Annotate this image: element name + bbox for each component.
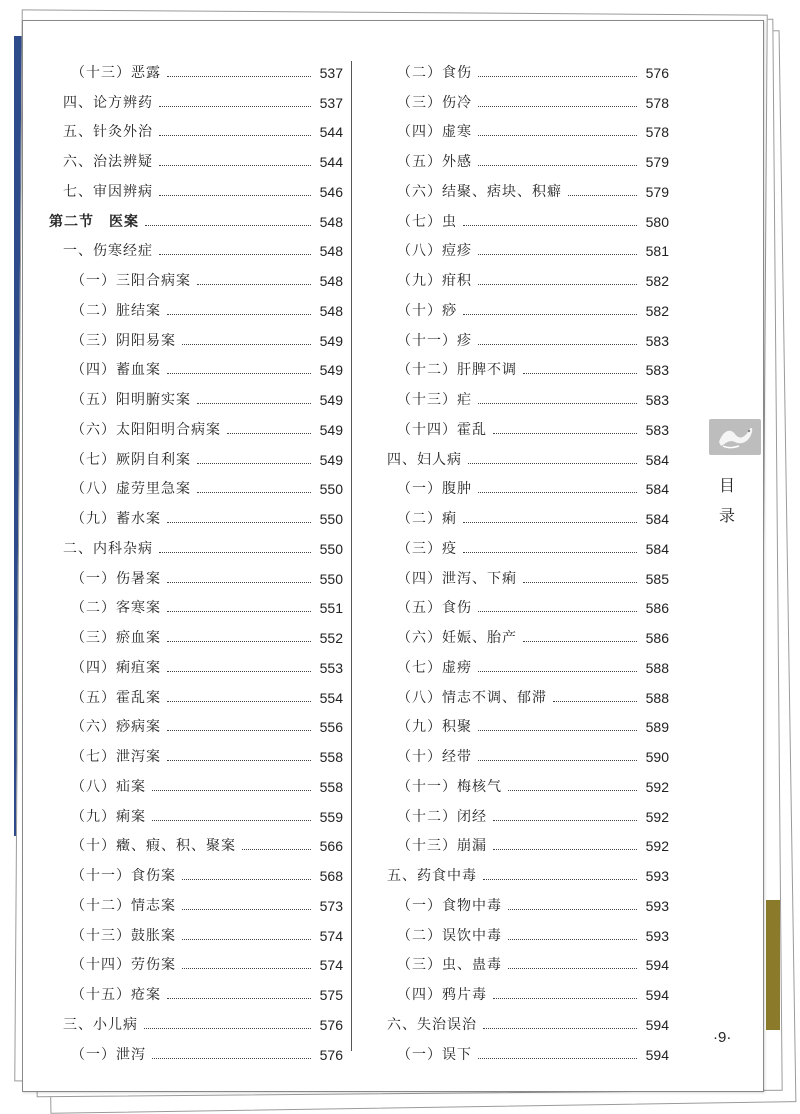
dot-leader — [167, 522, 311, 523]
dot-leader — [478, 254, 637, 255]
toc-entry-page: 574 — [319, 927, 343, 944]
toc-entry[interactable] — [387, 558, 669, 588]
toc-entry-title: （八）痘疹 — [397, 243, 472, 260]
dot-leader — [523, 373, 637, 374]
dot-leader — [159, 106, 311, 107]
dot-leader — [159, 552, 311, 553]
dot-leader — [478, 135, 637, 136]
dot-leader — [478, 760, 637, 761]
dot-leader — [463, 314, 637, 315]
toc-entry-page: 559 — [319, 808, 343, 825]
toc-entry-title: （三）伤冷 — [397, 94, 472, 111]
toc-entry[interactable] — [49, 945, 343, 975]
toc-entry[interactable] — [49, 558, 343, 588]
dot-leader — [483, 1028, 637, 1029]
toc-entry-page: 550 — [319, 540, 343, 557]
toc-entry-page: 544 — [319, 154, 343, 170]
toc-entry-page: 549 — [319, 332, 343, 349]
toc-entry-page: 588 — [645, 689, 669, 706]
toc-entry-page: 584 — [645, 511, 669, 527]
toc-entry-title: （七）泄泻案 — [71, 749, 161, 765]
dot-leader — [167, 760, 311, 761]
toc-entry-page: 553 — [319, 659, 343, 676]
toc-entry[interactable] — [49, 1004, 343, 1034]
toc-entry-title: （七）虫 — [397, 213, 457, 230]
page-number: ·9· — [713, 1029, 732, 1046]
toc-entry-page: 592 — [645, 808, 669, 825]
column-divider — [351, 61, 352, 1051]
book-edge-olive — [766, 900, 780, 1030]
toc-entry-title: 五、药食中毒 — [387, 868, 477, 884]
toc-entry-title: （十）癥、瘕、积、聚案 — [71, 838, 236, 855]
toc-entry[interactable] — [49, 647, 343, 677]
toc-entry-title: （一）三阳合病案 — [71, 273, 191, 289]
toc-page — [22, 20, 764, 1092]
toc-entry[interactable] — [49, 915, 343, 945]
toc-entry[interactable] — [387, 826, 669, 856]
toc-entry[interactable] — [49, 826, 343, 856]
toc-entry-page: 549 — [319, 421, 343, 438]
toc-entry-page: 589 — [645, 719, 669, 736]
toc-entry-page: 568 — [319, 868, 343, 884]
toc-entry-title: 五、针灸外治 — [63, 124, 153, 141]
dot-leader — [159, 165, 311, 166]
toc-entry-title: 七、审因辨病 — [63, 183, 153, 200]
toc-entry[interactable] — [387, 409, 669, 439]
dot-leader — [523, 641, 637, 642]
toc-entry-page: 537 — [319, 94, 343, 111]
toc-entry[interactable] — [49, 112, 343, 142]
toc-entry-title: （五）外感 — [397, 154, 472, 170]
dot-leader — [167, 582, 311, 583]
dot-leader — [478, 403, 637, 404]
toc-entry[interactable] — [49, 974, 343, 1004]
toc-entry-title: （一）食物中毒 — [397, 897, 502, 914]
toc-entry-title: （八）疝案 — [71, 778, 146, 795]
toc-entry[interactable] — [49, 498, 343, 528]
toc-entry-title: 二、内科杂病 — [63, 540, 153, 557]
toc-entry-title: （五）霍乱案 — [71, 689, 161, 706]
toc-entry-title: 一、伤寒经症 — [63, 243, 153, 260]
toc-entry-title: （十三）崩漏 — [397, 838, 487, 855]
dot-leader — [167, 76, 311, 77]
toc-entry-title: （一）泄泻 — [71, 1046, 146, 1063]
dot-leader — [478, 611, 637, 612]
toc-entry-page: 549 — [319, 362, 343, 379]
toc-entry-page: 586 — [645, 600, 669, 617]
dot-leader — [493, 998, 637, 999]
toc-entry-title: （四）蓄血案 — [71, 362, 161, 379]
dot-leader — [478, 165, 637, 166]
toc-entry-title: （九）疳积 — [397, 273, 472, 289]
dot-leader — [167, 730, 311, 731]
toc-entry-page: 566 — [319, 838, 343, 855]
dot-leader — [152, 790, 311, 791]
dot-leader — [227, 433, 311, 434]
dot-leader — [483, 879, 637, 880]
toc-entry-page: 585 — [645, 570, 669, 587]
toc-entry-title: 六、治法辨疑 — [63, 154, 153, 170]
toc-entry-title: （三）虫、蛊毒 — [397, 957, 502, 974]
toc-entry[interactable] — [49, 528, 343, 558]
toc-entry-page: 544 — [319, 124, 343, 141]
dot-leader — [508, 968, 637, 969]
toc-entry-page: 578 — [645, 124, 669, 141]
toc-entry-page: 593 — [645, 897, 669, 914]
side-title-char: 录 — [718, 506, 735, 525]
dot-leader — [463, 522, 637, 523]
toc-entry-title: （十四）霍乱 — [397, 421, 487, 438]
dot-leader — [167, 314, 311, 315]
toc-entry[interactable] — [387, 885, 669, 915]
toc-entry[interactable] — [387, 112, 669, 142]
toc-entry-title: （十一）梅核气 — [397, 778, 502, 795]
toc-entry-title: （六）结聚、痞块、积癖 — [397, 183, 562, 200]
toc-entry-page: 573 — [319, 897, 343, 914]
dot-leader — [493, 820, 637, 821]
toc-entry[interactable] — [49, 588, 343, 618]
toc-entry-page: 594 — [645, 1046, 669, 1063]
toc-entry-title: （十五）疮案 — [71, 987, 161, 1003]
toc-entry-title: （十二）肝脾不调 — [397, 362, 517, 379]
dot-leader — [167, 641, 311, 642]
toc-entry[interactable] — [49, 617, 343, 647]
toc-entry-page: 593 — [645, 927, 669, 944]
toc-entry-page: 593 — [645, 868, 669, 884]
toc-entry-title: （十）经带 — [397, 749, 472, 765]
toc-entry-page: 584 — [645, 481, 669, 498]
dot-leader — [508, 790, 637, 791]
toc-entry[interactable] — [387, 915, 669, 945]
dot-leader — [197, 492, 311, 493]
dot-leader — [182, 344, 311, 345]
toc-entry[interactable] — [387, 945, 669, 975]
toc-entry-page: 549 — [319, 392, 343, 408]
dot-leader — [478, 671, 637, 672]
dot-leader — [463, 552, 637, 553]
toc-entry[interactable] — [49, 141, 343, 171]
toc-entry[interactable] — [387, 1034, 669, 1064]
toc-entry-page: 576 — [319, 1016, 343, 1033]
toc-entry-page: 592 — [645, 778, 669, 795]
toc-entry[interactable] — [387, 855, 669, 885]
dot-leader — [152, 1058, 311, 1059]
toc-entry-page: 552 — [319, 630, 343, 646]
toc-entry-title: （一）腹肿 — [397, 481, 472, 498]
section-side-title — [717, 471, 737, 531]
toc-entry[interactable] — [387, 617, 669, 647]
toc-entry[interactable] — [49, 379, 343, 409]
toc-entry-title: （二）食伤 — [397, 64, 472, 81]
toc-entry[interactable] — [387, 231, 669, 261]
dot-leader — [478, 492, 637, 493]
dot-leader — [197, 463, 311, 464]
dot-leader — [523, 582, 637, 583]
toc-entry-title: （二）痢 — [397, 511, 457, 527]
toc-entry[interactable] — [49, 469, 343, 499]
toc-entry[interactable] — [387, 736, 669, 766]
toc-entry-title: （三）疫 — [397, 540, 457, 557]
toc-entry-page: 548 — [319, 243, 343, 260]
toc-entry-page: 548 — [319, 302, 343, 319]
toc-entry[interactable] — [387, 171, 669, 201]
dragon-emblem-icon — [709, 419, 761, 455]
toc-entry[interactable] — [49, 52, 343, 82]
toc-entry-page: 579 — [645, 154, 669, 170]
toc-entry-title: （十三）恶露 — [71, 64, 161, 81]
dot-leader — [478, 730, 637, 731]
toc-entry[interactable] — [49, 766, 343, 796]
toc-entry-title: （十二）情志案 — [71, 897, 176, 914]
toc-entry-page: 550 — [319, 481, 343, 498]
dot-leader — [167, 611, 311, 612]
toc-entry-title: （五）阳明腑实案 — [71, 392, 191, 408]
toc-entry-page: 588 — [645, 659, 669, 676]
toc-entry[interactable] — [387, 201, 669, 231]
toc-entry[interactable] — [387, 52, 669, 82]
toc-entry[interactable] — [387, 974, 669, 1004]
toc-entry-page: 583 — [645, 392, 669, 408]
toc-entry-page: 592 — [645, 838, 669, 855]
dot-leader — [167, 998, 311, 999]
toc-entry-page: 578 — [645, 94, 669, 111]
toc-entry-title: （六）痧病案 — [71, 719, 161, 736]
toc-entry[interactable] — [49, 677, 343, 707]
toc-left-column — [49, 52, 343, 1064]
toc-entry-page: 583 — [645, 362, 669, 379]
toc-entry-page: 590 — [645, 749, 669, 765]
dot-leader — [508, 909, 637, 910]
toc-entry[interactable] — [49, 290, 343, 320]
dot-leader — [152, 820, 311, 821]
dot-leader — [182, 968, 311, 969]
toc-entry[interactable] — [387, 766, 669, 796]
toc-entry-page: 556 — [319, 719, 343, 736]
toc-entry[interactable] — [387, 439, 669, 469]
toc-entry-title: （十一）疹 — [397, 332, 472, 349]
toc-entry-title: （四）虚寒 — [397, 124, 472, 141]
side-title-char: 目 — [718, 476, 735, 495]
toc-entry-title: （四）痢疽案 — [71, 659, 161, 676]
toc-entry[interactable] — [387, 350, 669, 380]
toc-entry[interactable] — [387, 498, 669, 528]
toc-entry-title: （十三）鼓胀案 — [71, 927, 176, 944]
toc-entry-title: （三）阴阳易案 — [71, 332, 176, 349]
toc-entry[interactable] — [387, 141, 669, 171]
toc-entry-title: （四）鸦片毒 — [397, 987, 487, 1003]
toc-entry[interactable] — [387, 677, 669, 707]
toc-entry-page: 575 — [319, 987, 343, 1003]
toc-entry-title: （十）痧 — [397, 302, 457, 319]
toc-entry[interactable] — [387, 707, 669, 737]
dot-leader — [468, 463, 637, 464]
toc-entry[interactable] — [49, 1034, 343, 1064]
dot-leader — [568, 195, 637, 196]
toc-entry-page: 537 — [319, 64, 343, 81]
toc-entry[interactable] — [387, 647, 669, 677]
toc-entry-title: （八）虚劳里急案 — [71, 481, 191, 498]
toc-entry[interactable] — [387, 1004, 669, 1034]
dot-leader — [493, 849, 637, 850]
toc-entry-page: 576 — [319, 1046, 343, 1063]
toc-entry-page: 546 — [319, 183, 343, 200]
dot-leader — [145, 225, 311, 226]
toc-entry-page: 580 — [645, 213, 669, 230]
toc-entry-title: （四）泄泻、下痢 — [397, 570, 517, 587]
dot-leader — [478, 1058, 637, 1059]
toc-entry-title: （十三）疟 — [397, 392, 472, 408]
dot-leader — [508, 939, 637, 940]
toc-entry-title: 三、小儿病 — [63, 1016, 138, 1033]
dot-leader — [144, 1028, 311, 1029]
toc-entry-page: 584 — [645, 540, 669, 557]
toc-entry-title: 四、妇人病 — [387, 451, 462, 468]
dot-leader — [167, 701, 311, 702]
toc-entry[interactable] — [49, 885, 343, 915]
toc-entry-page: 558 — [319, 749, 343, 765]
dot-leader — [182, 879, 311, 880]
toc-entry-page: 576 — [645, 64, 669, 81]
toc-entry-title: （十一）食伤案 — [71, 868, 176, 884]
toc-entry-title: 六、失治误治 — [387, 1016, 477, 1033]
toc-entry-title: （八）情志不调、郁滞 — [397, 689, 547, 706]
toc-entry[interactable] — [387, 82, 669, 112]
dot-leader — [159, 135, 311, 136]
toc-entry-page: 583 — [645, 421, 669, 438]
toc-entry-title: （五）食伤 — [397, 600, 472, 617]
toc-entry[interactable] — [49, 736, 343, 766]
toc-entry-page: 594 — [645, 957, 669, 974]
toc-entry-title: （一）误下 — [397, 1046, 472, 1063]
toc-entry-page: 550 — [319, 570, 343, 587]
toc-entry-title: 第二节 医案 — [49, 213, 139, 230]
dot-leader — [167, 373, 311, 374]
toc-entry-title: （六）妊娠、胎产 — [397, 630, 517, 646]
toc-entry[interactable] — [49, 350, 343, 380]
toc-entry-page: 549 — [319, 451, 343, 468]
toc-entry-page: 548 — [319, 213, 343, 230]
toc-entry-title: （十二）闭经 — [397, 808, 487, 825]
toc-entry[interactable] — [49, 409, 343, 439]
toc-entry-page: 584 — [645, 451, 669, 468]
toc-entry-title: （七）厥阴自利案 — [71, 451, 191, 468]
dot-leader — [159, 195, 311, 196]
toc-entry-page: 550 — [319, 511, 343, 527]
toc-entry[interactable] — [49, 201, 343, 231]
toc-entry-page: 581 — [645, 243, 669, 260]
toc-entry-page: 583 — [645, 332, 669, 349]
toc-entry-title: （二）误饮中毒 — [397, 927, 502, 944]
toc-entry[interactable] — [387, 796, 669, 826]
toc-entry[interactable] — [49, 260, 343, 290]
toc-entry[interactable] — [49, 320, 343, 350]
toc-entry[interactable] — [387, 528, 669, 558]
toc-entry-page: 554 — [319, 689, 343, 706]
dot-leader — [159, 254, 311, 255]
toc-right-column — [387, 52, 669, 1064]
toc-entry-title: （二）客寒案 — [71, 600, 161, 617]
toc-entry-page: 574 — [319, 957, 343, 974]
dot-leader — [493, 433, 637, 434]
toc-entry-title: （一）伤暑案 — [71, 570, 161, 587]
toc-entry-page: 582 — [645, 273, 669, 289]
toc-entry-title: （九）痢案 — [71, 808, 146, 825]
dragon-emblem-icon — [713, 422, 757, 452]
toc-entry[interactable] — [49, 82, 343, 112]
toc-entry-title: （九）积聚 — [397, 719, 472, 736]
toc-entry[interactable] — [387, 379, 669, 409]
toc-entry[interactable] — [49, 231, 343, 261]
toc-entry-page: 551 — [319, 600, 343, 617]
toc-entry-page: 586 — [645, 630, 669, 646]
toc-entry[interactable] — [49, 855, 343, 885]
toc-entry-page: 594 — [645, 987, 669, 1003]
toc-entry-page: 594 — [645, 1016, 669, 1033]
dot-leader — [182, 909, 311, 910]
dot-leader — [182, 939, 311, 940]
dot-leader — [463, 225, 637, 226]
dot-leader — [478, 284, 637, 285]
toc-entry[interactable] — [387, 260, 669, 290]
toc-entry[interactable] — [387, 469, 669, 499]
dot-leader — [167, 671, 311, 672]
toc-entry-title: 四、论方辨药 — [63, 94, 153, 111]
toc-entry[interactable] — [387, 320, 669, 350]
toc-entry-title: （三）瘀血案 — [71, 630, 161, 646]
toc-entry[interactable] — [49, 439, 343, 469]
toc-entry-title: （七）虚痨 — [397, 659, 472, 676]
dot-leader — [197, 284, 311, 285]
dot-leader — [553, 701, 637, 702]
dot-leader — [242, 849, 311, 850]
toc-entry-title: （九）蓄水案 — [71, 511, 161, 527]
dot-leader — [478, 76, 637, 77]
dot-leader — [478, 344, 637, 345]
dot-leader — [478, 106, 637, 107]
toc-entry-title: （十四）劳伤案 — [71, 957, 176, 974]
toc-entry[interactable] — [387, 588, 669, 618]
toc-entry[interactable] — [49, 796, 343, 826]
toc-entry-title: （六）太阳阳明合病案 — [71, 421, 221, 438]
toc-entry-page: 558 — [319, 778, 343, 795]
toc-entry[interactable] — [49, 171, 343, 201]
dot-leader — [197, 403, 311, 404]
toc-entry[interactable] — [387, 290, 669, 320]
toc-entry[interactable] — [49, 707, 343, 737]
toc-entry-page: 579 — [645, 183, 669, 200]
toc-entry-page: 582 — [645, 302, 669, 319]
toc-entry-page: 548 — [319, 273, 343, 289]
toc-entry-title: （二）脏结案 — [71, 302, 161, 319]
